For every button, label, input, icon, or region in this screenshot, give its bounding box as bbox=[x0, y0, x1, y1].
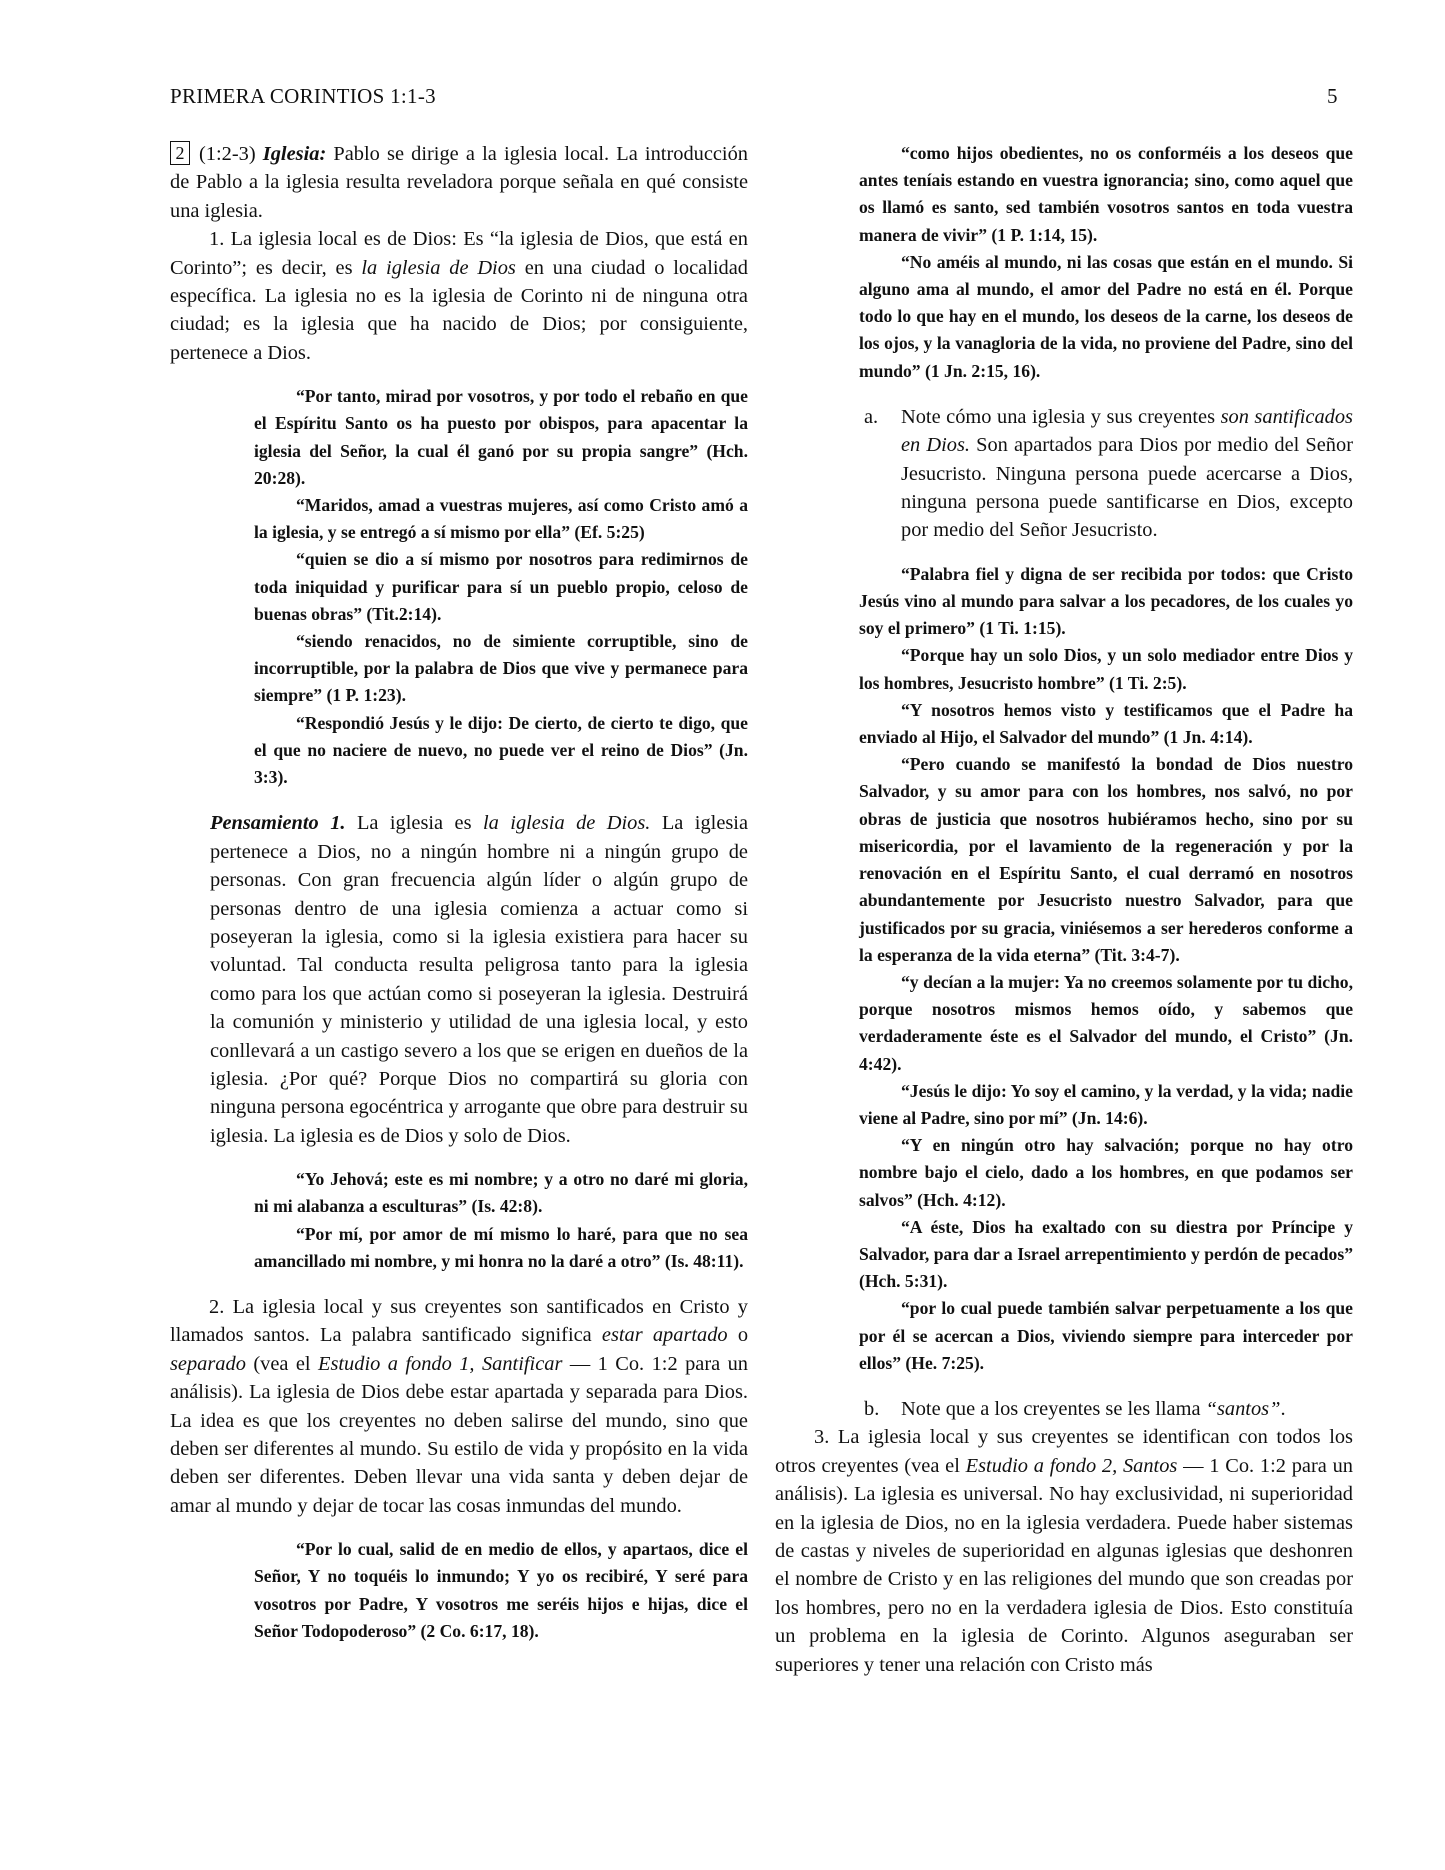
point-2-italic-2: separado bbox=[170, 1352, 246, 1375]
intro-label: Iglesia: bbox=[262, 143, 327, 165]
note-b-text-b: . bbox=[1280, 1397, 1286, 1420]
note-a-paragraph bbox=[775, 403, 1353, 545]
point-1-paragraph bbox=[170, 225, 748, 367]
scripture-quote: “Respondió Jesús y le dijo: De cierto, de cierto te digo, que el que no naciere de nuevo, no puede ver el reino de Dios” (Jn. 3:3). bbox=[254, 712, 748, 788]
note-b-italic: “santos” bbox=[1205, 1397, 1281, 1420]
scripture-quote: “Porque hay un solo Dios, y un solo mediador entre Dios y los hombres, Jesucristo hombre” (1 Ti. 2:5). bbox=[859, 645, 1353, 693]
point-2-italic-1: estar apartado bbox=[601, 1324, 728, 1347]
scripture-quote: “Por lo cual, salid de en medio de ellos, y apartaos, dice el Señor, Y no toquéis lo inmundo; Y yo os recibiré, Y seré para vosotros por Padre, Y vosotros me seréis hijos e hijas, dice el Señor Todopoderoso” (2 Co. 6:17, 18). bbox=[254, 1539, 748, 1641]
scripture-quotes-top bbox=[775, 140, 1353, 385]
scripture-quote: “Pero cuando se manifestó la bondad de Dios nuestro Salvador, y su amor para con los hombres, nos salvó, no por obras de justicia que nosotros hubiéramos hecho, sino por su misericordia, por el lavamiento de la regeneración y por la renovación en el Espíritu Santo, el cual derramó en nosotros abundantemente por Jesucristo nuestro Salvador, para que justificados por su gracia, viniésemos a ser herederos conforme a la esperanza de la vida eterna” (Tit. 3:4-7). bbox=[859, 754, 1353, 965]
point-3-text-b: — 1 Co. 1:2 para un análisis). La iglesia es universal. No hay exclusividad, ni superioridad en la iglesia de Dios, no en la iglesia verdadera. Puede haber sistemas de castas y niveles de superioridad en algunas iglesias que deshonren el nombre de Cristo y en las religiones del mundo que son creadas por los hombres, pero no en la verdadera iglesia de Dios. Esto constituía un problema en la iglesia de Corinto. Algunos aseguraban ser superiores y tener una relación con Cristo más bbox=[775, 1454, 1353, 1676]
scripture-quote: “Palabra fiel y digna de ser recibida por todos: que Cristo Jesús vino al mundo para salvar a los pecadores, de los cuales yo soy el primero” (1 Ti. 1:15). bbox=[859, 563, 1353, 639]
scripture-quote: “por lo cual puede también salvar perpetuamente a los que por él se acercan a Dios, viviendo siempre para interceder por ellos” (He. 7:25). bbox=[859, 1298, 1353, 1373]
note-b-marker: b. bbox=[864, 1397, 880, 1420]
page-number: 5 bbox=[1327, 84, 1338, 108]
scripture-quotes-2 bbox=[170, 1166, 748, 1275]
point-1-text-a: 1. La iglesia local es de Dios: Es “la iglesia de Dios, que está en Corinto”; es decir, es bbox=[170, 228, 748, 279]
scripture-quote: “Yo Jehová; este es mi nombre; y a otro no daré mi gloria, ni mi alabanza a esculturas” (Is. 42:8). bbox=[254, 1169, 748, 1217]
thought-label: Pensamiento 1. bbox=[210, 812, 346, 835]
scripture-quote: “Jesús le dijo: Yo soy el camino, y la verdad, y la vida; nadie viene al Padre, sino por mí” (Jn. 14:6). bbox=[859, 1080, 1353, 1128]
thought-italic: la iglesia de Dios. bbox=[482, 812, 651, 835]
thought-text-a: La iglesia es bbox=[345, 812, 483, 835]
note-a-text-a: Note cómo una iglesia y sus creyentes bbox=[901, 405, 1221, 428]
thought-1-paragraph bbox=[170, 809, 748, 1150]
scripture-quotes-mid bbox=[775, 561, 1353, 1377]
scripture-quote: “Maridos, amad a vuestras mujeres, así como Cristo amó a la iglesia, y se entregó a sí mismo por ella” (Ef. 5:25) bbox=[254, 495, 748, 543]
section-number-box: 2 bbox=[170, 141, 190, 165]
thought-text-b: La iglesia pertenece a Dios, no a ningún hombre ni a ningún grupo de personas. Con gran frecuencia algún líder o algún grupo de personas dentro de una iglesia comienza a actuar como si poseyeran la iglesia, como si la iglesia existiera para hacer su voluntad. Tal conducta resulta peligrosa tanto para la iglesia como para los que actúan como si poseyeran la iglesia. Destruirá la comunión y ministerio y utilidad de una iglesia local, y esto conllevará a un castigo severo a los que se erigen en dueños de la iglesia. ¿Por qué? Porque Dios no compartirá su gloria con ninguna persona egocéntrica y arrogante que obre para destruir su iglesia. La iglesia es de Dios y solo de Dios. bbox=[210, 812, 749, 1147]
note-a-marker: a. bbox=[864, 405, 879, 428]
scripture-quote: “No améis al mundo, ni las cosas que están en el mundo. Si alguno ama al mundo, el amor del Padre no está en él. Porque todo lo que hay en el mundo, los deseos de la carne, los deseos de los ojos, y la vanagloria de la vida, no proviene del Padre, sino del mundo” (1 Jn. 2:15, 16). bbox=[859, 251, 1353, 381]
point-2-text-c: (vea el bbox=[245, 1352, 318, 1375]
scripture-quote: “Y nosotros hemos visto y testificamos que el Padre ha enviado al Hijo, el Salvador del mundo” (1 Jn. 4:14). bbox=[859, 699, 1353, 748]
point-3-italic: Estudio a fondo 2, Santos bbox=[965, 1454, 1178, 1477]
left-column bbox=[170, 140, 748, 1663]
point-2-text-a: 2. La iglesia local y sus creyentes son santificados en Cristo y llamados santos. La palabra santificado significa bbox=[170, 1295, 748, 1347]
scripture-quote: “y decían a la mujer: Ya no creemos solamente por tu dicho, porque nosotros mismos hemos oído, y sabemos que verdaderamente éste es el Salvador del mundo, el Cristo” (Jn. 4:42). bbox=[859, 971, 1353, 1074]
scripture-quote: “como hijos obedientes, no os conforméis a los deseos que antes teníais estando en vuestra ignorancia; sino, como aquel que os llamó es santo, sed también vosotros santos en toda vuestra manera de vivir” (1 P. 1:14, 15). bbox=[859, 143, 1353, 245]
intro-ref: (1:2-3) bbox=[199, 143, 263, 165]
point-3-paragraph bbox=[775, 1423, 1353, 1679]
right-column bbox=[775, 140, 1353, 1679]
scripture-quote: “siendo renacidos, no de simiente corruptible, sino de incorruptible, por la palabra de Dios que vive y permanece para siempre” (1 P. 1:23). bbox=[254, 631, 748, 706]
note-a-italic: son santificados en Dios. bbox=[901, 405, 1353, 457]
scripture-quote: “A éste, Dios ha exaltado con su diestra por Príncipe y Salvador, para dar a Israel arrepentimiento y perdón de pecados” (Hch. 5:31). bbox=[859, 1216, 1353, 1292]
point-2-paragraph bbox=[170, 1293, 748, 1520]
point-2-text-d: — 1 Co. 1:2 para un análisis). La iglesia de Dios debe estar apartada y separada para Dios. La idea es que los creyentes no deben salirse del mundo, sino que deben ser diferentes al mundo. Su estilo de vida y propósito en la vida deben ser diferentes. Deben llevar una vida santa y deben dejar de amar al mundo y dejar de tocar las cosas inmundas del mundo. bbox=[170, 1352, 748, 1517]
point-3-text-a: 3. La iglesia local y sus creyentes se identifican con todos los otros creyentes (vea el bbox=[775, 1426, 1353, 1477]
note-b-paragraph bbox=[775, 1395, 1353, 1423]
point-2-text-b: o bbox=[727, 1324, 749, 1347]
scripture-quote: “Y en ningún otro hay salvación; porque no hay otro nombre bajo el cielo, dado a los hombres, en que podamos ser salvos” (Hch. 4:12). bbox=[859, 1135, 1353, 1210]
point-1-text-b: en una ciudad o localidad específica. La iglesia no es la iglesia de Corinto ni de ninguna otra ciudad; es la iglesia que ha nacido de Dios; por consiguiente, pertenece a Dios. bbox=[170, 256, 748, 364]
point-2-italic-3: Estudio a fondo 1, Santificar bbox=[318, 1352, 563, 1375]
scripture-quote: “quien se dio a sí mismo por nosotros para redimirnos de toda iniquidad y purificar para sí un pueblo propio, celoso de buenas obras” (Tit.2:14). bbox=[254, 549, 748, 624]
scripture-quote: “Por tanto, mirad por vosotros, y por todo el rebaño en que el Espíritu Santo os ha puesto por obispos, para apacentar la iglesia del Señor, la cual él ganó por su propia sangre” (Hch. 20:28). bbox=[254, 386, 748, 488]
running-title: PRIMERA CORINTIOS 1:1-3 bbox=[170, 84, 436, 108]
scripture-quotes-3 bbox=[170, 1536, 748, 1645]
intro-text: Pablo se dirige a la iglesia local. La introducción de Pablo a la iglesia resulta reveladora porque señala en qué consiste una iglesia. bbox=[170, 143, 748, 222]
note-b-text-a: Note que a los creyentes se les llama bbox=[901, 1397, 1206, 1420]
point-1-italic: la iglesia de Dios bbox=[361, 256, 516, 279]
scripture-quote: “Por mí, por amor de mí mismo lo haré, para que no sea amancillado mi nombre, y mi honra no la daré a otro” (Is. 48:11). bbox=[254, 1223, 748, 1271]
note-a-text-b: Son apartados para Dios por medio del Señor Jesucristo. Ninguna persona puede acercarse a Dios, ninguna persona puede santificarse en Dios, excepto por medio del Señor Jesucristo. bbox=[901, 434, 1353, 542]
intro-paragraph bbox=[170, 140, 748, 225]
scripture-quotes-1 bbox=[170, 383, 748, 791]
